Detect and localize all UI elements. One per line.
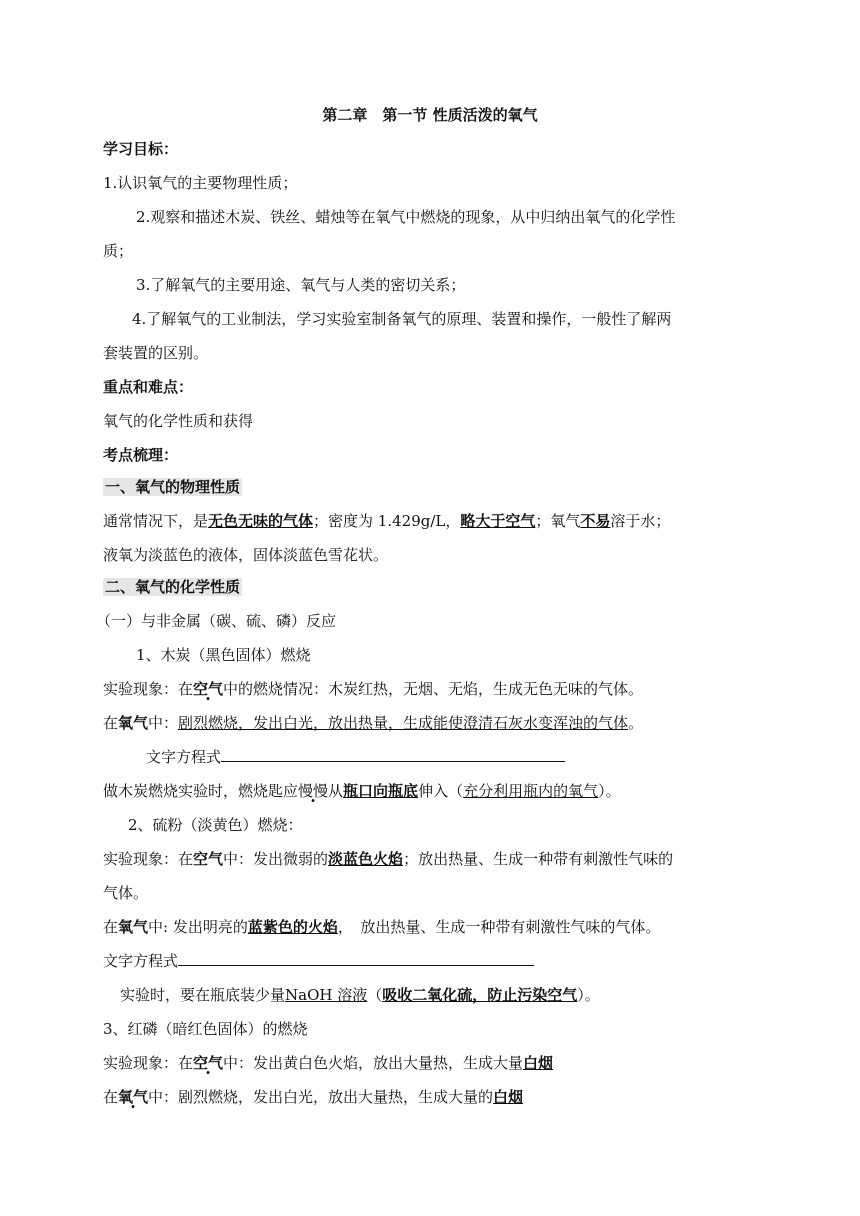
sulfur-oxygen-line: 在氧气中: 发出明亮的蓝紫色的火焰， 放出热量、生成一种带有刺激性气味的气体。 [103,918,661,936]
sulfur-equation-line: 文字方程式 [103,950,534,972]
phosphorus-oxygen-line: 在氧气中：剧烈燃烧，发出白光，放出大量热，生成大量的白烟 [103,1088,524,1106]
key-heading: 重点和难点： [103,378,194,396]
carbon-equation-blank[interactable] [221,746,565,762]
chemical-heading: 二、氧气的化学性质 [105,578,241,596]
carbon-oxygen-line: 在氧气中：剧烈燃烧，发出白光，放出热量，生成能使澄清石灰水变浑浊的气体。 [103,714,644,732]
goal-item-2b: 质； [103,242,134,260]
review-heading: 考点梳理： [103,446,179,464]
goals-heading: 学习目标： [103,140,179,158]
sulfur-title: 2、硫粉（淡黄色）燃烧： [128,816,303,834]
sulfur-equation-blank[interactable] [178,950,534,966]
carbon-equation-line: 文字方程式 [146,746,565,768]
goal-item-3: 3.了解氧气的主要用途、氧气与人类的密切关系； [136,276,466,294]
carbon-air-line: 实验现象：在空气中的燃烧情况：木炭红热，无烟、无焰，生成无色无味的气体。 [103,680,644,698]
chemical-sub-1: （一）与非金属（碳、硫、磷）反应 [96,612,337,630]
physical-line-1: 通常情况下，是无色无味的气体；密度为 1.429g/L，略大于空气；氧气不易溶于水； [103,512,671,530]
sulfur-note-line: 实验时，要在瓶底装少量NaOH 溶液（吸收二氧化硫，防止污染空气）。 [120,986,600,1004]
sulfur-air-line-2: 气体。 [103,884,149,902]
goal-item-1: 1.认识氧气的主要物理性质； [103,174,298,192]
phosphorus-air-line: 实验现象：在空气中：发出黄白色火焰，放出大量热，生成大量白烟 [103,1054,554,1072]
physical-line-2: 液氧为淡蓝色的液体，固体淡蓝色雪花状。 [103,546,389,564]
goal-item-4a: 4.了解氧气的工业制法，学习实验室制备氧气的原理、装置和操作，一般性了解两 [132,310,672,328]
carbon-note-line: 做木炭燃烧实验时，燃烧匙应慢慢从瓶口向瓶底伸入（充分利用瓶内的氧气）。 [103,782,621,800]
goal-item-2a: 2.观察和描述木炭、铁丝、蜡烛等在氧气中燃烧的现象，从中归纳出氧气的化学性 [136,208,676,226]
sulfur-air-line: 实验现象：在空气中：发出微弱的淡蓝色火焰；放出热量、生成一种带有刺激性气味的 [103,850,674,868]
carbon-title: 1、木炭（黑色固体）燃烧 [136,646,311,664]
goal-item-4b: 套装置的区别。 [103,344,209,362]
phosphorus-title: 3、红磷（暗红色固体）的燃烧 [103,1020,308,1038]
key-text: 氧气的化学性质和获得 [103,412,254,430]
physical-heading: 一、氧气的物理性质 [105,478,241,496]
page-title: 第二章 第一节 性质活泼的氧气 [322,106,538,124]
